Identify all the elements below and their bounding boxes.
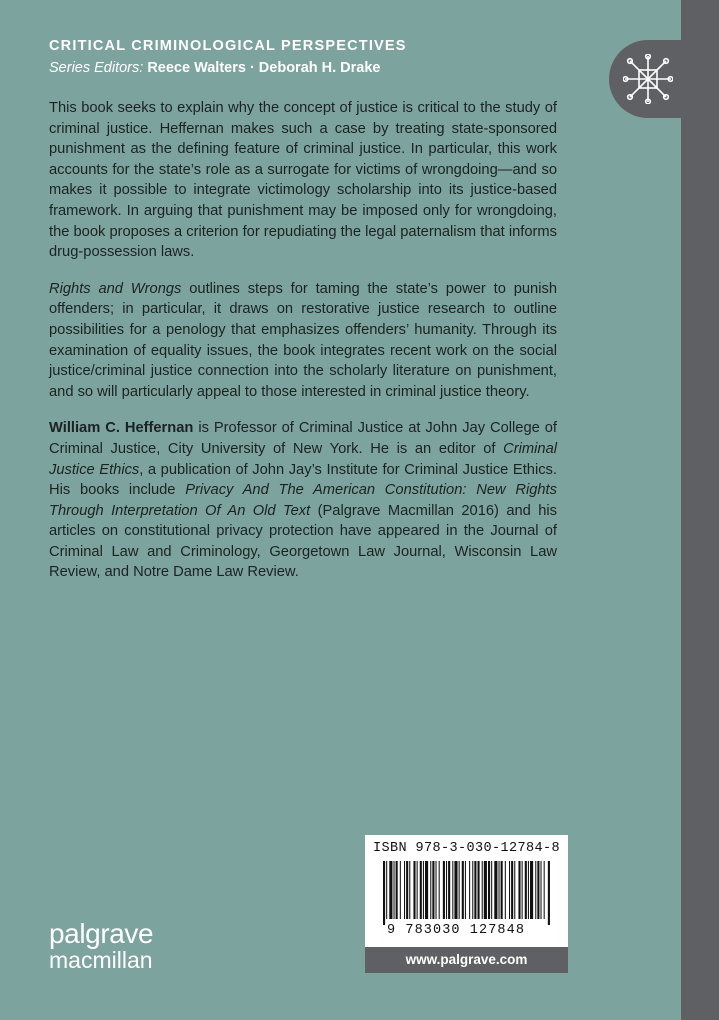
isbn-label: ISBN 978-3-030-12784-8 [372,841,561,856]
barcode-bar [472,861,473,919]
barcode-bar [544,861,545,919]
barcode-bar [501,861,503,919]
barcode-bar [383,861,385,925]
barcode-bar [425,861,428,919]
series-editors [49,60,381,76]
barcode-bar [511,861,513,919]
barcode-bar [488,861,490,919]
barcode-bar [404,861,405,919]
barcode-bar [535,861,536,919]
barcode-bar [413,861,415,919]
barcode-bar [548,861,550,925]
barcode-bars [383,861,553,925]
barcode-bar [462,861,464,919]
blurb-paragraph-2 [49,279,557,403]
barcode-bar [494,861,497,919]
barcode-bar [436,861,437,919]
back-cover-text [49,98,557,599]
barcode-bar [446,861,447,919]
barcode-bar [484,861,487,919]
barcode-bar [430,861,431,919]
barcode-bar [439,861,440,919]
barcode-bar [386,861,387,919]
barcode-bar [522,861,523,919]
barcode-bar [491,861,492,919]
author-bio-text-b: , a publication of John Jay’s Institute for Criminal Justice Ethics. His books include [49,461,557,499]
author-book-title: Privacy And The American Constitution: New Rights Through Interpretation Of An Old Text [49,482,557,519]
palgrave-star-icon [623,54,673,104]
barcode-bar [474,861,476,919]
barcode-bar [541,861,542,919]
barcode-bar [409,861,410,919]
barcode-bar [420,861,422,919]
barcode-bar [423,861,424,919]
author-bio-text-a: is Professor of Criminal Justice at John Jay College of Criminal Justice, City University of New York. He is an editor of [49,420,557,457]
journal-title: Criminal Justice Ethics [49,440,557,478]
barcode-bar [454,861,457,919]
barcode-bar [465,861,466,919]
barcode-bar [499,861,500,919]
barcode-bar [443,861,445,919]
barcode-bar [394,861,395,919]
publisher-name-line1: palgrave [49,918,154,949]
barcode-bar [389,861,392,919]
barcode-bar [432,861,434,919]
book-title: Rights and Wrongs [49,280,182,297]
barcode-bar [482,861,483,919]
barcode-bar [459,861,460,919]
barcode-bar [514,861,515,919]
barcode-bar [396,861,398,919]
barcode-bar [518,861,520,919]
series-title: CRITICAL CRIMINOLOGICAL PERSPECTIVES [49,38,407,54]
book-spine [681,0,719,1020]
barcode-bar [406,861,408,919]
barcode-bar [469,861,470,919]
barcode-bar [537,861,539,919]
barcode-bar [478,861,480,919]
barcode-bar [452,861,453,919]
publisher-name-line2: macmillan [49,947,153,973]
author-bio [49,418,557,583]
publisher-logo [49,918,154,973]
series-editors-label: Series Editors: [49,60,144,76]
barcode-bar [505,861,506,919]
barcode-bar [448,861,450,919]
blurb-paragraph-1: This book seeks to explain why the concept of justice is critical to the study of criminal justice. Heffernan makes such a case by treating state-sponsored punishment as the defining feature of criminal justice. In particular, this work accounts for the state’s role as a surrogate for victims of wrongdoing—and so makes it possible to integrate victimology scholarship into its justice-based framework. In arguing that punishment may be imposed only for wrongdoing, the book proposes a criterion for repudiating the legal paternalism that informs drug-possession laws. [49,100,557,261]
barcode-bar [417,861,418,919]
barcode-bar [400,861,401,919]
isbn-barcode-box [365,835,568,973]
author-name: William C. Heffernan [49,420,194,437]
author-bio-text-c: (Palgrave Macmillan 2016) and his articles on constitutional privacy protection have appeared in the Journal of Criminal Law and Criminology, Georgetown Law Journal, Wisconsin Law Review, and Notre Dame Law Review. [49,502,557,581]
palgrave-logo-badge [609,40,719,118]
blurb-paragraph-2-text: outlines steps for taming the state’s power to punish offenders; in particular, it draws on restorative justice research to outline possibilities for a penology that emphasizes offenders’ humanity. Through its examination of equality issues, the book integrates recent work on the social justice/criminal justice connection into the scholarly literature on punishment, and so will particularly appeal to those interested in criminal justice theory. [49,280,557,400]
series-editors-names: Reece Walters · Deborah H. Drake [147,60,381,76]
barcode-digits: 9 783030 127848 [387,923,526,938]
barcode-bar [530,861,533,919]
publisher-url[interactable]: www.palgrave.com [365,947,568,973]
barcode-bar [525,861,527,919]
barcode-bar [528,861,529,919]
barcode-bar [509,861,510,919]
